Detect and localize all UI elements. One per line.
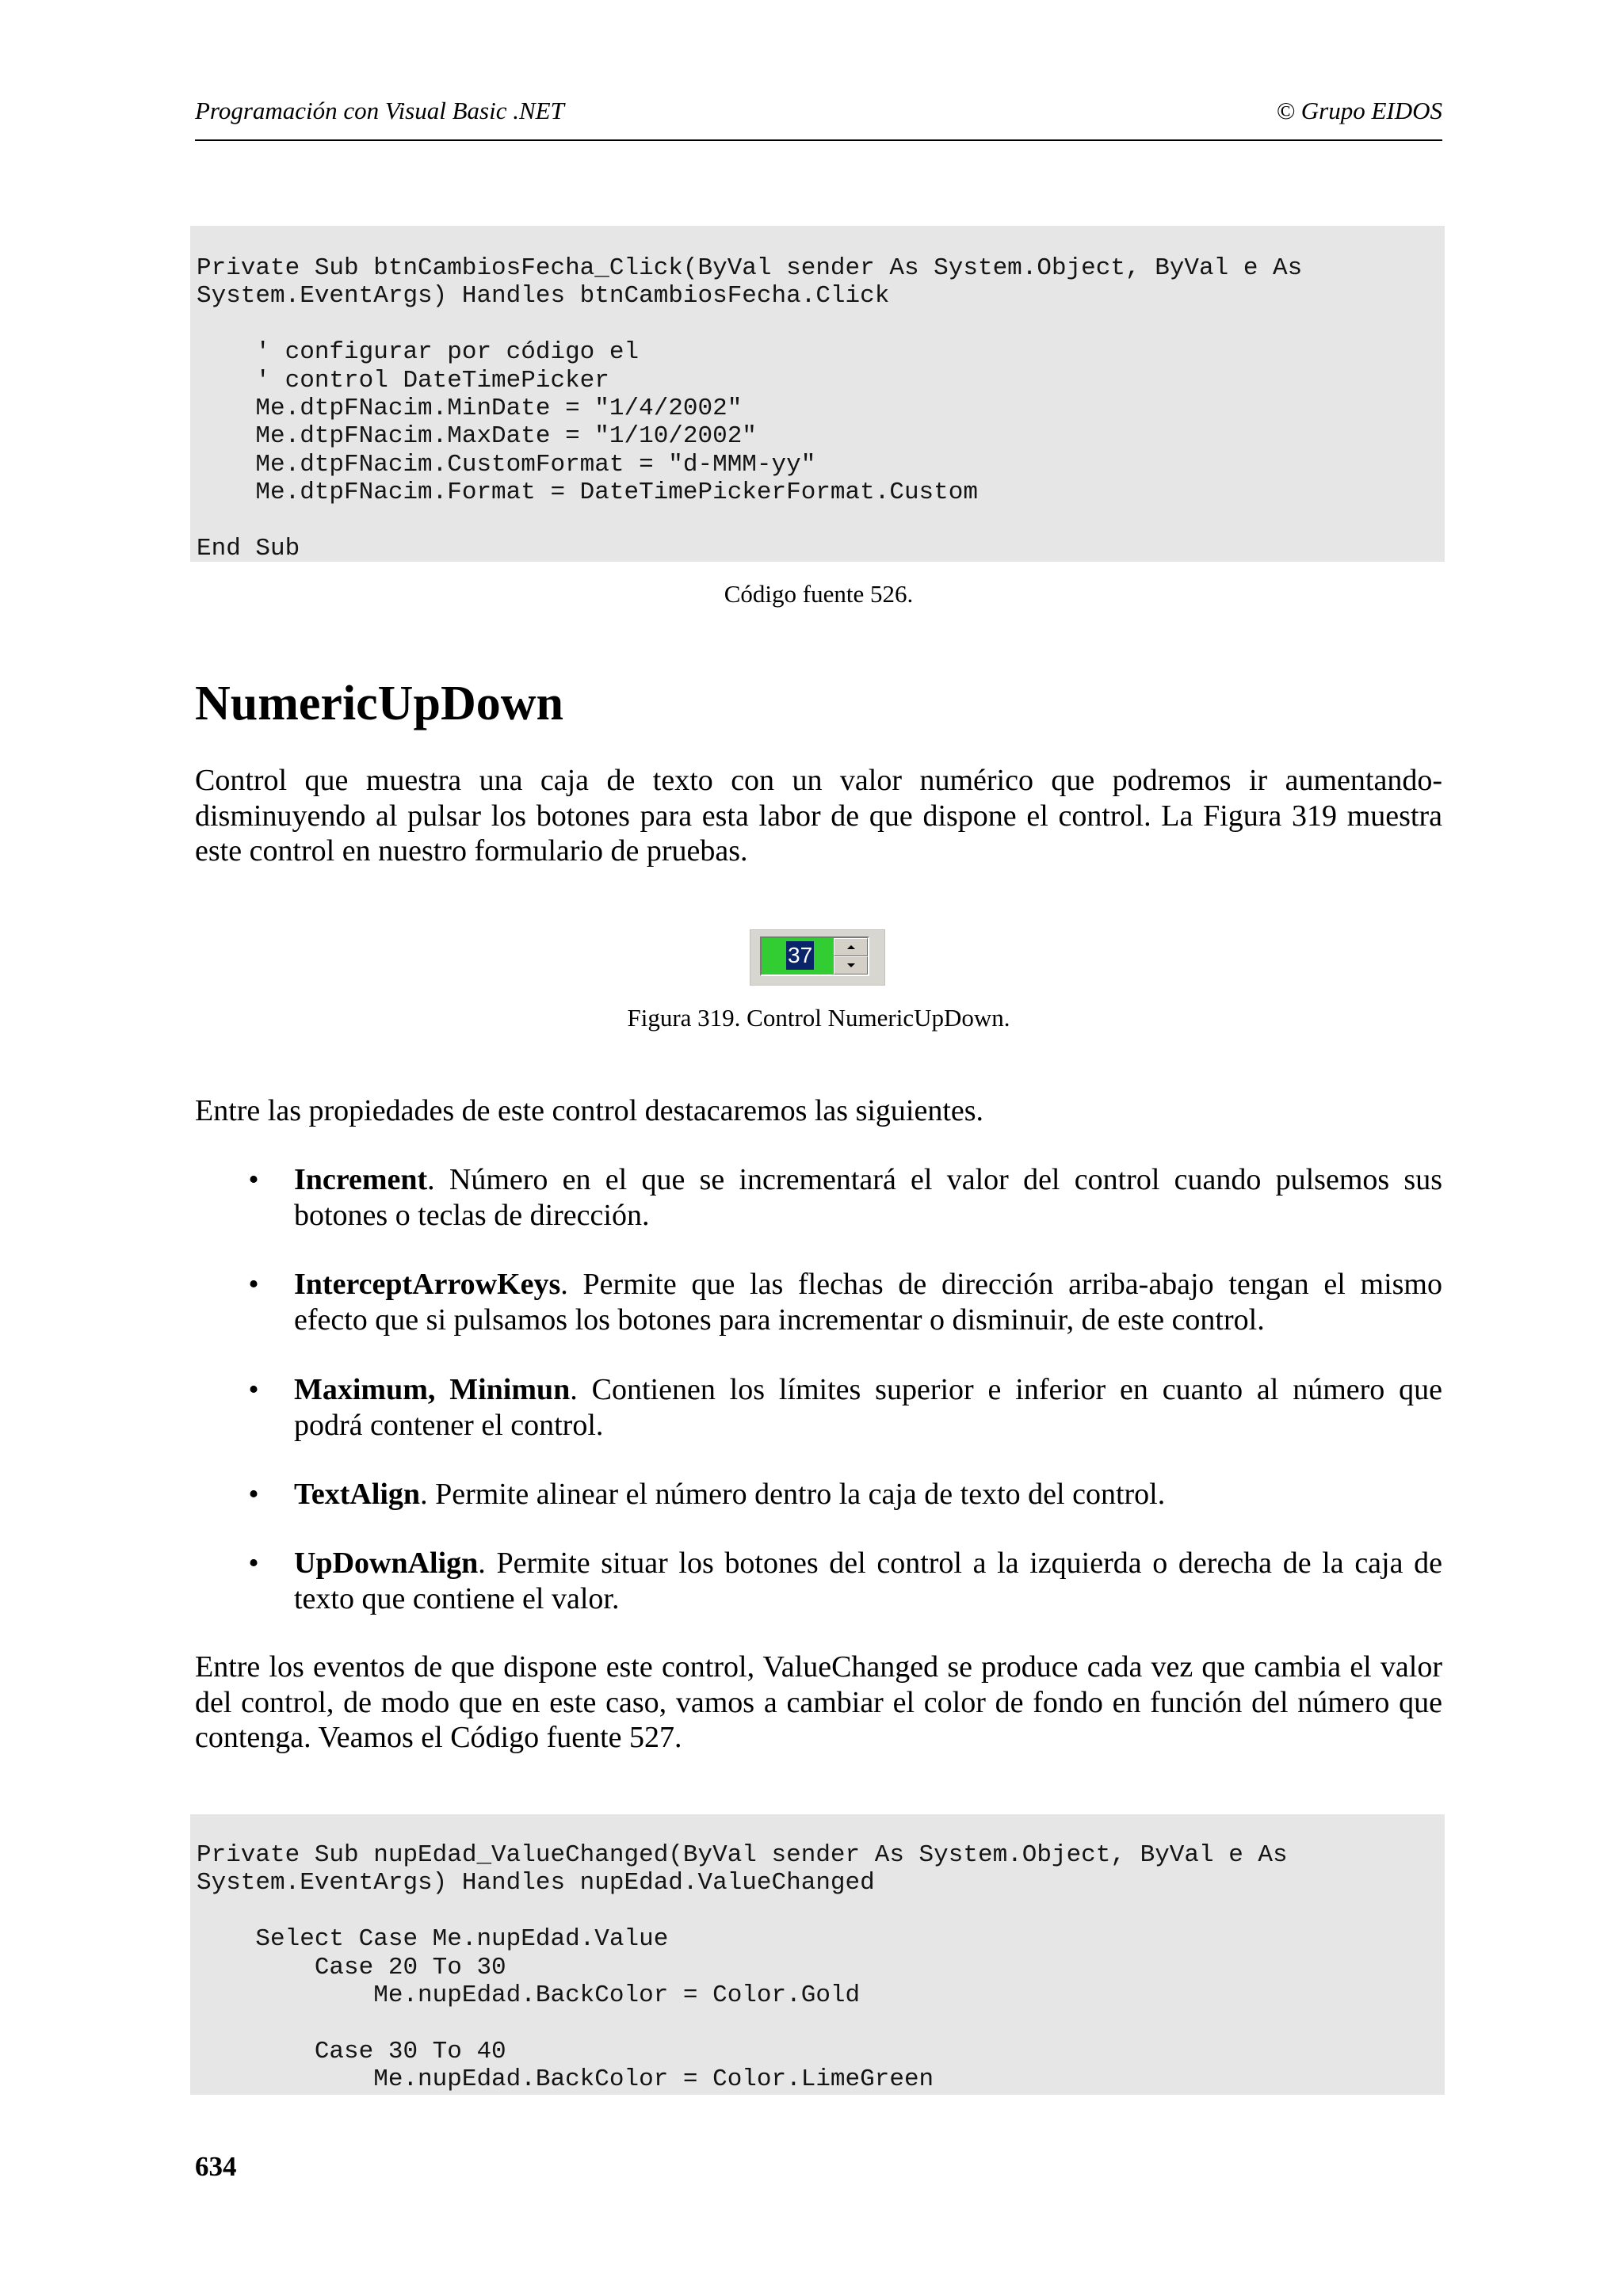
paragraph-line: Control que muestra una caja de texto con un valor numérico que podremos ir aumentando- (195, 764, 1442, 797)
property-term: Increment (294, 1163, 428, 1196)
property-description: . Permite alinear el número dentro la caja de texto del control. (420, 1478, 1166, 1511)
paragraph-line: disminuyendo al pulsar los botones para esta labor de que dispone el control. La Figura 319 muestra (195, 799, 1442, 833)
spin-up-button (834, 938, 868, 956)
code-caption-526: Código fuente 526. (724, 580, 914, 608)
paragraph-line: Entre los eventos de que dispone este control, ValueChanged se produce cada vez que cambia el valor (195, 1650, 1442, 1684)
list-item-text (294, 1546, 1442, 1616)
list-item-text (294, 1162, 1442, 1233)
code-listing-526: Private Sub btnCambiosFecha_Click(ByVal sender As System.Object, ByVal e As System.EventArgs) Handles btnCambiosFecha.Click ' configurar por código el ' control DateTimePicker Me.dtpFNacim.MinDate = "1/4/2002" Me.dtpFNacim.MaxDate = "1/10/2002" Me.dtpFNacim.CustomFormat = "d-MMM-yy" Me.dtpFNacim.Format = DateTimePickerFormat.Custom End Sub (190, 226, 1445, 562)
bullet-icon (242, 1546, 265, 1581)
bullet-icon (242, 1477, 265, 1512)
property-description: botones o teclas de dirección. (294, 1198, 650, 1232)
property-description: . Permite que las flechas de dirección arriba-abajo tengan el mismo (560, 1268, 1442, 1301)
property-description: podrá contener el control. (294, 1408, 604, 1442)
list-item (195, 1267, 1442, 1338)
property-description: efecto que si pulsamos los botones para incrementar o disminuir, de este control. (294, 1302, 1265, 1337)
page-number: 634 (195, 2151, 237, 2182)
header-rule (195, 139, 1442, 141)
paragraph-line: Entre las propiedades de este control destacaremos las siguientes. (195, 1094, 984, 1127)
list-item (195, 1546, 1442, 1617)
property-term: UpDownAlign (294, 1547, 479, 1580)
properties-intro (195, 1093, 1442, 1129)
arrow-down-icon (847, 963, 855, 967)
arrow-up-icon (847, 945, 855, 949)
bullet-icon (242, 1162, 265, 1198)
running-header (195, 97, 1442, 125)
list-item-text (294, 1372, 1442, 1443)
list-item (195, 1162, 1442, 1234)
figure-numericupdown (750, 929, 885, 986)
numericupdown-control (760, 936, 869, 976)
section-heading: NumericUpDown (195, 677, 563, 730)
book-title: Programación con Visual Basic .NET (195, 97, 564, 124)
numericupdown-value: 37 (786, 941, 814, 970)
intro-paragraph (195, 763, 1442, 869)
list-item-text (294, 1267, 1442, 1337)
figure-caption: Figura 319. Control NumericUpDown. (627, 1004, 1010, 1032)
bullet-icon (242, 1267, 265, 1302)
property-term: Maximum, Minimun (294, 1373, 571, 1406)
property-description: . Permite situar los botones del control a la izquierda o derecha de la caja de (478, 1547, 1442, 1580)
bullet-icon (242, 1372, 265, 1408)
events-paragraph (195, 1650, 1442, 1756)
spin-buttons (834, 938, 868, 974)
property-term: InterceptArrowKeys (294, 1268, 561, 1301)
paragraph-line: contenga. Veamos el Código fuente 527. (195, 1721, 682, 1755)
publisher-credit: © Grupo EIDOS (1276, 97, 1442, 124)
list-item (195, 1477, 1442, 1548)
property-description: . Número en el que se incrementará el valor del control cuando pulsemos sus (427, 1163, 1442, 1196)
paragraph-line: del control, de modo que en este caso, vamos a cambiar el color de fondo en función del número que (195, 1685, 1442, 1719)
list-item (195, 1372, 1442, 1444)
paragraph-line: este control en nuestro formulario de pruebas. (195, 834, 748, 868)
property-description: texto que contiene el valor. (294, 1581, 620, 1615)
list-item-text (294, 1477, 1442, 1512)
code-listing-527: Private Sub nupEdad_ValueChanged(ByVal sender As System.Object, ByVal e As System.EventArgs) Handles nupEdad.ValueChanged Select Case Me.nupEdad.Value Case 20 To 30 Me.nupEdad.BackColor = Color.Gold Case 30 To 40 Me.nupEdad.BackColor = Color.LimeGreen (190, 1814, 1445, 2095)
property-term: TextAlign (294, 1478, 421, 1511)
spin-down-button (834, 956, 868, 974)
property-description: . Contienen los límites superior e inferior en cuanto al número que (570, 1373, 1442, 1406)
